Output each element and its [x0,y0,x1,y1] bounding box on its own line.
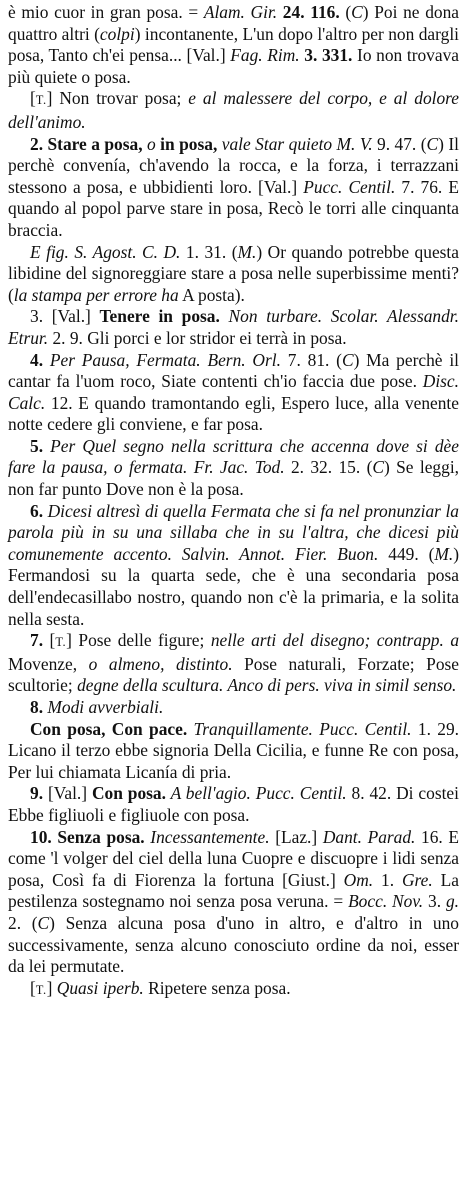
text-segment: 1. 29. Licano il terzo ebbe signoria Della Cicilia, e funne Re con posa, Per lui chiamata Licanía di pria. [8,718,459,782]
text-segment: ) Ma perchè il cantar fa l'uom roco, Siate contenti ch'io faccia due pose. [8,349,459,392]
text-segment: 7. 76. E quando al popol parve stare in posa, Recò le torri alle cinquanta braccia. [8,176,459,240]
entry-paragraph-p8 [8,501,459,631]
entry-paragraph-p3 [8,134,459,242]
text-segment: 3. [423,891,446,912]
text-segment: Tranquillamente. Pucc. Centil. [187,718,412,739]
text-segment: Incessantemente. [144,826,270,847]
text-segment: Pose naturali, Forzate; Pose scultorie; [8,653,460,696]
entry-paragraph-p7 [8,436,459,501]
text-segment: 4. [30,349,44,370]
text-segment: [ [30,88,36,109]
text-segment: Disc. Calc. [8,371,459,413]
text-segment: 6. [30,500,44,521]
text-segment: 2. Stare a posa, [30,133,143,154]
text-segment: 2. 32. 15. ( [284,457,373,478]
text-segment: C [426,133,439,154]
entry-paragraph-p12 [8,783,459,826]
text-segment: o [142,133,161,154]
text-segment: ) Fermandosi su la quarta sede, che è una secondaria posa dell'endecasillabo nostro, quando non c'è la primaria, e la solita nella sesta. [8,543,460,629]
text-segment: ) Senza alcuna posa d'uno in altro, e d'altro in uno successivamente, senza alcuno conosciuto ordine da noi, esser da lei permutate. [8,912,459,977]
text-segment: vale Star quieto M. V. [217,133,373,154]
text-segment: ) incontanente, L'un dopo l'altro per non dargli posa, Tanto ch'ei pensa... [Val.] [8,23,459,66]
text-segment: ) Il perchè convenía, ch'avendo la rocca, e la forza, i terrazzani stessono a posa, e ubbidienti loro. [Val.] [8,133,459,197]
text-segment: Alam. Gir. [203,2,278,22]
text-segment: Movenze, [8,653,89,674]
text-segment: C [351,2,363,22]
text-segment: 2. ( [8,912,38,933]
text-segment: Pucc. Centil. [303,176,396,197]
text-segment: M. [237,241,257,262]
text-segment: 2. 9. Gli porci e lor stridor ei terrà in posa. [48,327,347,348]
text-segment: 16. E come 'l volger del ciel della luna Cuopre e discuopre i lidi senza posa, Così fa di Fiorenza la fortuna [Giust.] [8,826,460,890]
text-segment: 8. 42. Di costei Ebbe figliuoli e figliuole con posa. [8,783,459,825]
entry-paragraph-p4 [8,242,459,307]
text-segment: Dicesi altresì di quella Fermata che si fa nel pronunziar la parola più in su una sillaba che in su l'altra, che dicesi più comunemente accento. Salvin. Annot. Fier. Buon. [8,500,459,564]
text-segment: [ [30,977,36,998]
text-segment: A posta). [178,284,245,305]
entry-paragraph-p10 [8,697,459,719]
text-segment: T. [35,93,47,108]
text-segment: o almeno, distinto. [88,653,233,674]
text-segment: Fag. Rim. [230,45,300,66]
text-segment: Non turbare. Scolar. Alessandr. Etrur. [8,306,459,348]
text-segment: [ [43,630,56,651]
text-segment: ) Se leggi, non far punto Dove non è la posa. [8,457,459,500]
text-segment: 1. [373,869,402,890]
text-segment: 9. 47. ( [372,133,427,154]
text-segment: ) Or quando potrebbe questa libidine del signoreggiare stare a posa nelle superbissime menti? ( [8,241,459,305]
text-segment: [Laz.] [269,826,323,847]
text-segment: Bocc. Nov. [348,891,424,912]
text-segment: ( [339,2,352,22]
text-segment: 24. 116. [277,2,340,22]
entry-paragraph-p6 [8,350,459,436]
text-segment: Con posa. [91,783,166,804]
text-segment: M. [434,543,454,564]
text-segment: E fig. S. Agost. C. D. [30,241,181,262]
text-segment: ] [46,977,57,998]
text-segment: Om. [343,869,374,890]
text-segment: Per Pausa, Fermata. Bern. Orl. [43,349,281,370]
text-segment: 12. E quando tramontando egli, Espero luce, alla venente notte cedere gli conviene, e far posa. [8,392,459,435]
text-segment: A bell'agio. Pucc. Centil. [165,783,347,804]
text-segment: 5. [30,435,44,456]
text-segment: C [341,349,354,370]
entry-paragraph-p14 [8,978,459,1002]
text-segment: colpi [99,23,135,44]
text-segment: 8. [30,697,44,717]
text-segment: 449. ( [378,543,435,564]
text-segment: Con posa, Con pace. [30,718,188,739]
text-segment: degne della scultura. Anco di pers. viva in simil senso. [77,675,457,696]
text-segment: in posa, [160,133,218,154]
text-segment: la stampa per errore ha [13,284,179,305]
text-segment: T. [55,635,67,650]
text-segment: 9. [30,783,44,804]
entry-paragraph-p13 [8,827,459,978]
text-segment: Io non trovava più quiete o posa. [8,45,460,87]
text-segment: Tenere in posa. [99,306,220,327]
text-segment: 10. Senza posa. [30,826,145,847]
text-segment: Quasi iperb. [56,977,144,998]
text-segment: nelle arti del disegno; contrapp. a [210,630,460,651]
text-segment: ] Pose delle figure; [66,630,211,651]
text-segment: La pestilenza sostegnamo noi senza posa veruna. = [8,869,459,912]
text-segment: 3. 331. [299,45,353,66]
text-segment: e al malessere del corpo, e al dolore dell'animo. [8,88,460,132]
text-segment: 7. 81. ( [280,349,342,370]
text-segment: 3. [Val.] [30,306,100,327]
text-segment: Dant. Parad. [322,826,416,847]
text-segment: ) Poi ne dona quattro altri ( [8,2,459,44]
entry-paragraph-p5 [8,306,459,349]
entry-paragraph-p1 [8,2,459,88]
text-segment: Per Quel segno nella scrittura che accenna dove si dèe fare la pausa, o fermata. Fr. Jac. Tod. [8,435,459,478]
text-segment: Gre. [401,869,433,890]
text-segment: [Val.] [43,783,92,804]
text-segment: g. [445,891,459,912]
text-segment: ] Non trovar posa; [46,88,189,109]
text-segment: T. [35,982,47,997]
text-segment: Ripetere senza posa. [143,977,291,998]
entry-paragraph-p9 [8,630,459,697]
text-segment: 7. [30,630,44,651]
text-segment: C [37,912,50,933]
entry-paragraph-p2 [8,88,459,133]
text-segment: 1. 31. ( [180,241,238,262]
text-segment: C [372,457,384,478]
text-segment: Modi avverbiali. [43,697,164,717]
entry-paragraph-p11 [8,719,459,784]
text-segment: è mio cuor in gran posa. = [8,2,204,22]
